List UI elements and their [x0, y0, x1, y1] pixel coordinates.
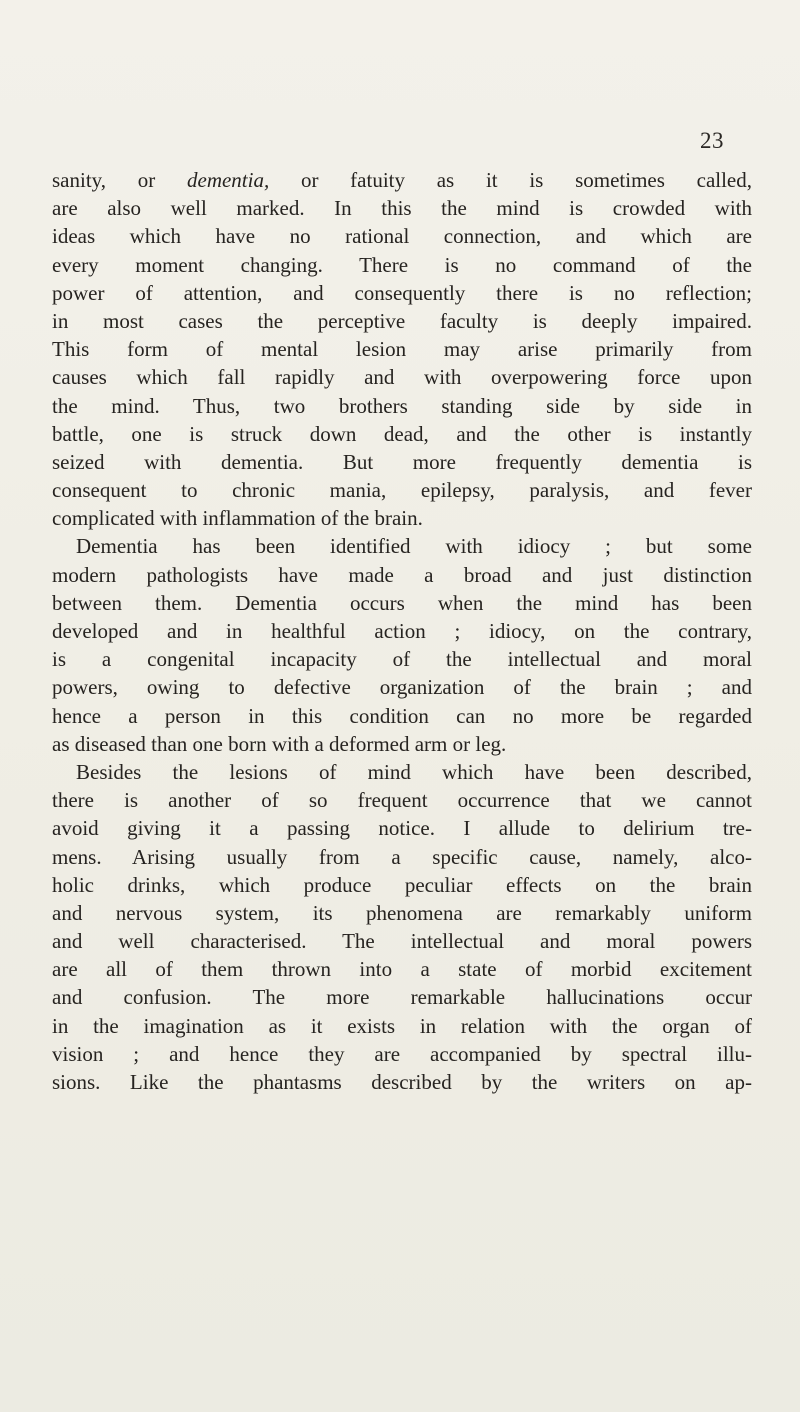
- text-line: avoid giving it a passing notice. I allude to delirium tre-: [52, 816, 752, 841]
- text-line: every moment changing. There is no command of the: [52, 252, 752, 277]
- text-line: modern pathologists have made a broad and just distinction: [52, 562, 752, 587]
- page-number: 23: [700, 128, 724, 153]
- text-line: in the imagination as it exists in relation with the organ of: [52, 1013, 752, 1038]
- text-line: holic drinks, which produce peculiar effects on the brain: [52, 872, 752, 897]
- text-line: in most cases the perceptive faculty is deeply impaired.: [52, 308, 752, 333]
- text-line: complicated with inflammation of the brain.: [52, 506, 423, 531]
- text-line: and well characterised. The intellectual and moral powers: [52, 929, 752, 954]
- text-line: Dementia has been identified with idiocy ; but some: [76, 534, 752, 559]
- text-line: are also well marked. In this the mind is crowded with: [52, 196, 752, 221]
- text-line: and nervous system, its phenomena are remarkably uniform: [52, 900, 752, 925]
- text-line: powers, owing to defective organization of the brain ; and: [52, 675, 752, 700]
- text-line: between them. Dementia occurs when the mind has been: [52, 590, 752, 615]
- text-line: are all of them thrown into a state of morbid excitement: [52, 957, 752, 982]
- text-line: as diseased than one born with a deformed arm or leg.: [52, 731, 507, 756]
- text-line: is a congenital incapacity of the intellectual and moral: [52, 647, 752, 672]
- text-line: there is another of so frequent occurrence that we cannot: [52, 788, 752, 813]
- text-line: seized with dementia. But more frequently dementia is: [52, 449, 752, 474]
- body-text: [52, 166, 752, 1096]
- text-line: sanity, or dementia, or fatuity as it is sometimes called,: [52, 168, 752, 192]
- text-line: battle, one is struck down dead, and the other is instantly: [52, 421, 752, 446]
- text-line: vision ; and hence they are accompanied by spectral illu-: [52, 1041, 752, 1066]
- text-line: mens. Arising usually from a specific cause, namely, alco-: [52, 844, 752, 869]
- text-line: hence a person in this condition can no more be regarded: [52, 703, 752, 728]
- text-line: sions. Like the phantasms described by the writers on ap-: [52, 1070, 752, 1094]
- text-line: This form of mental lesion may arise primarily from: [52, 337, 752, 362]
- text-line: consequent to chronic mania, epilepsy, paralysis, and fever: [52, 478, 752, 503]
- emphasis-dementia: dementia,: [187, 168, 270, 192]
- text-line: Besides the lesions of mind which have been described,: [76, 759, 752, 784]
- text-line: causes which fall rapidly and with overpowering force upon: [52, 365, 752, 390]
- text-line: power of attention, and consequently there is no reflection;: [52, 280, 752, 305]
- text-line: and confusion. The more remarkable hallucinations occur: [52, 985, 752, 1010]
- text-line: the mind. Thus, two brothers standing side by side in: [52, 393, 752, 418]
- text-line: developed and in healthful action ; idiocy, on the contrary,: [52, 619, 752, 643]
- text-line: ideas which have no rational connection, and which are: [52, 224, 752, 249]
